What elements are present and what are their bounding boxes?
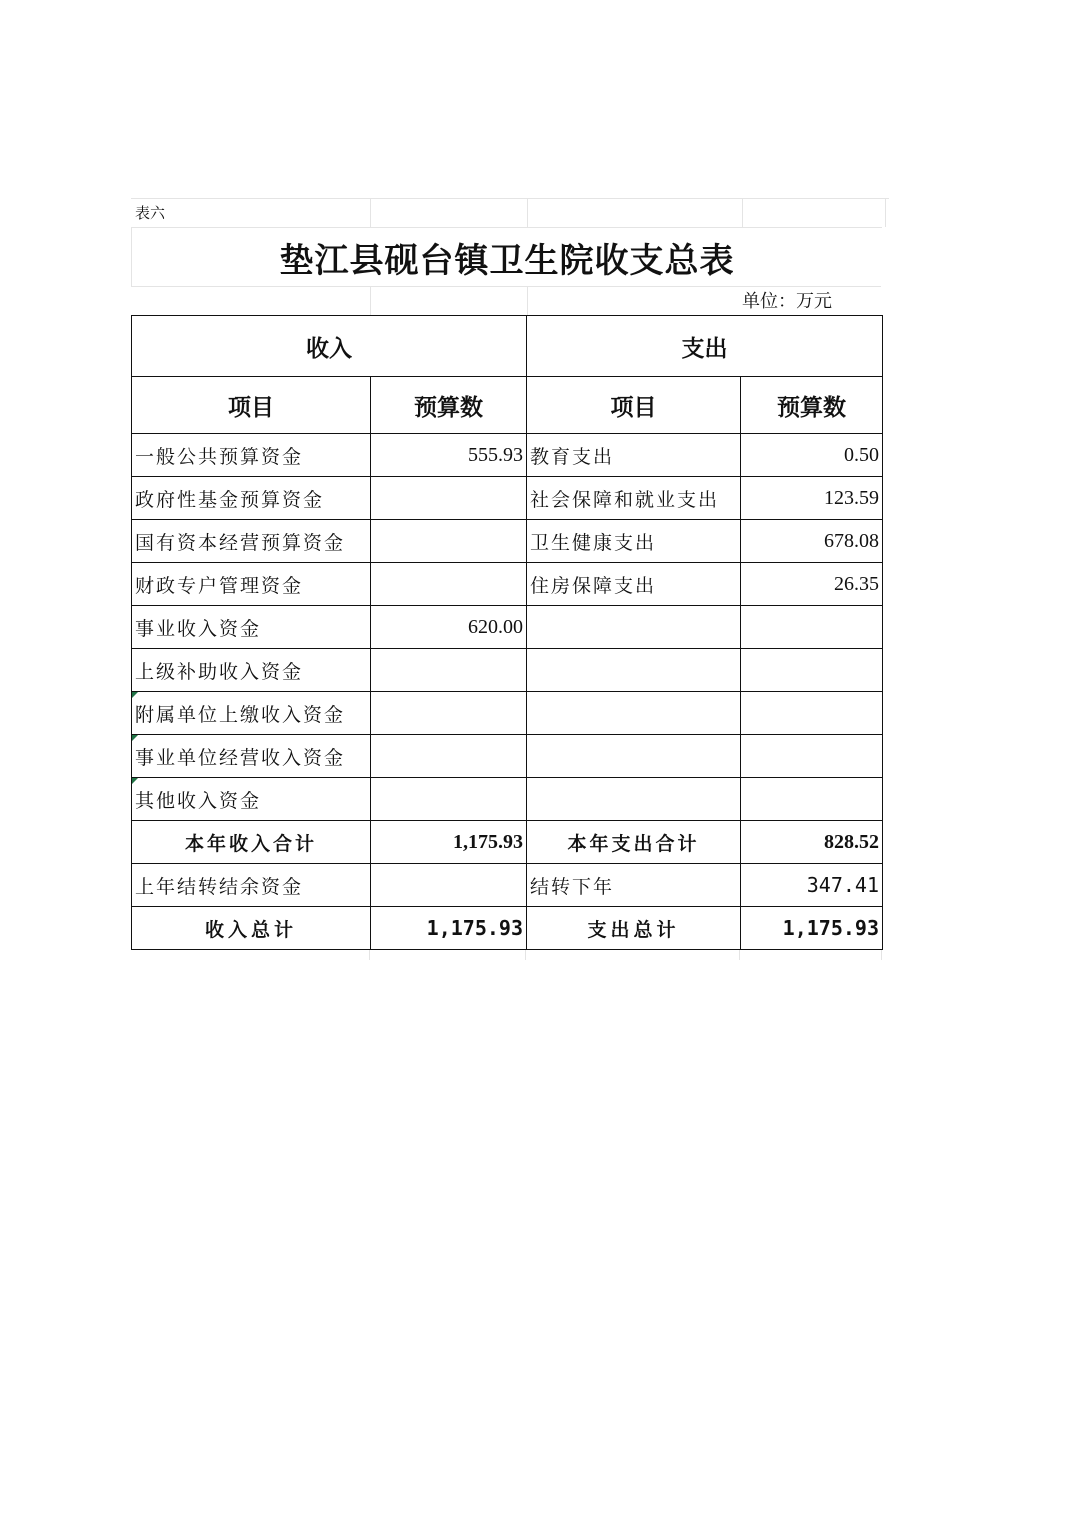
income-item: 其他收入资金 <box>132 778 371 821</box>
expense-value <box>741 778 883 821</box>
total-row <box>132 907 883 950</box>
income-value: 555.93 <box>371 434 527 477</box>
table-row <box>132 649 883 692</box>
expense-item <box>527 692 741 735</box>
empty-cell <box>526 950 740 960</box>
income-item: 事业收入资金 <box>132 606 371 649</box>
column-header-row <box>132 377 883 434</box>
expense-item <box>527 735 741 778</box>
table-row <box>132 477 883 520</box>
expense-item-header: 项目 <box>527 377 741 434</box>
expense-subtotal-label: 本年支出合计 <box>527 821 741 864</box>
expense-value <box>741 692 883 735</box>
expense-budget-header: 预算数 <box>741 377 883 434</box>
expense-value <box>741 606 883 649</box>
income-item: 财政专户管理资金 <box>132 563 371 606</box>
income-value <box>371 735 527 778</box>
page-title: 垫江县砚台镇卫生院收支总表 <box>131 227 882 286</box>
empty-cell <box>743 199 886 227</box>
expense-section-header: 支出 <box>527 316 883 377</box>
table-label-row <box>131 198 889 227</box>
income-carryover-label: 上年结转结余资金 <box>132 864 371 907</box>
expense-value: 678.08 <box>741 520 883 563</box>
empty-cell <box>740 950 882 960</box>
income-value <box>371 477 527 520</box>
expense-value <box>741 735 883 778</box>
expense-item <box>527 649 741 692</box>
empty-cell <box>370 950 526 960</box>
expense-carryover-label: 结转下年 <box>527 864 741 907</box>
expense-value <box>741 649 883 692</box>
expense-carryover-value: 347.41 <box>741 864 883 907</box>
table-row <box>132 778 883 821</box>
budget-sheet <box>131 198 889 960</box>
income-section-header: 收入 <box>132 316 527 377</box>
table-row <box>132 434 883 477</box>
table-label: 表六 <box>135 199 371 227</box>
expense-item: 卫生健康支出 <box>527 520 741 563</box>
expense-total-value: 1,175.93 <box>741 907 883 950</box>
income-value <box>371 692 527 735</box>
expense-item: 教育支出 <box>527 434 741 477</box>
expense-subtotal-value: 828.52 <box>741 821 883 864</box>
empty-cell <box>371 199 528 227</box>
budget-table <box>131 315 883 950</box>
table-row <box>132 606 883 649</box>
income-item-header: 项目 <box>132 377 371 434</box>
empty-cell <box>131 950 370 960</box>
expense-item <box>527 606 741 649</box>
income-item: 上级补助收入资金 <box>132 649 371 692</box>
income-item: 政府性基金预算资金 <box>132 477 371 520</box>
empty-cell <box>371 287 528 315</box>
income-subtotal-label: 本年收入合计 <box>132 821 371 864</box>
income-item: 一般公共预算资金 <box>132 434 371 477</box>
expense-item <box>527 778 741 821</box>
income-item: 事业单位经营收入资金 <box>132 735 371 778</box>
income-value: 620.00 <box>371 606 527 649</box>
table-row <box>132 735 883 778</box>
empty-cell <box>528 199 743 227</box>
income-total-value: 1,175.93 <box>371 907 527 950</box>
income-item: 附属单位上缴收入资金 <box>132 692 371 735</box>
expense-total-label: 支出总计 <box>527 907 741 950</box>
expense-item: 住房保障支出 <box>527 563 741 606</box>
expense-value: 26.35 <box>741 563 883 606</box>
income-value <box>371 563 527 606</box>
income-total-label: 收入总计 <box>132 907 371 950</box>
section-header-row <box>132 316 883 377</box>
expense-value: 0.50 <box>741 434 883 477</box>
income-carryover-value <box>371 864 527 907</box>
income-budget-header: 预算数 <box>371 377 527 434</box>
income-value <box>371 649 527 692</box>
expense-item: 社会保障和就业支出 <box>527 477 741 520</box>
income-item: 国有资本经营预算资金 <box>132 520 371 563</box>
income-value <box>371 520 527 563</box>
table-row <box>132 563 883 606</box>
expense-value: 123.59 <box>741 477 883 520</box>
income-subtotal-value: 1,175.93 <box>371 821 527 864</box>
table-row <box>132 520 883 563</box>
carryover-row <box>132 864 883 907</box>
gridline-row <box>131 950 882 960</box>
unit-row <box>131 286 881 315</box>
table-row <box>132 692 883 735</box>
empty-cell <box>131 287 371 315</box>
income-value <box>371 778 527 821</box>
subtotal-row <box>132 821 883 864</box>
unit-label: 单位：万元 <box>742 291 832 312</box>
